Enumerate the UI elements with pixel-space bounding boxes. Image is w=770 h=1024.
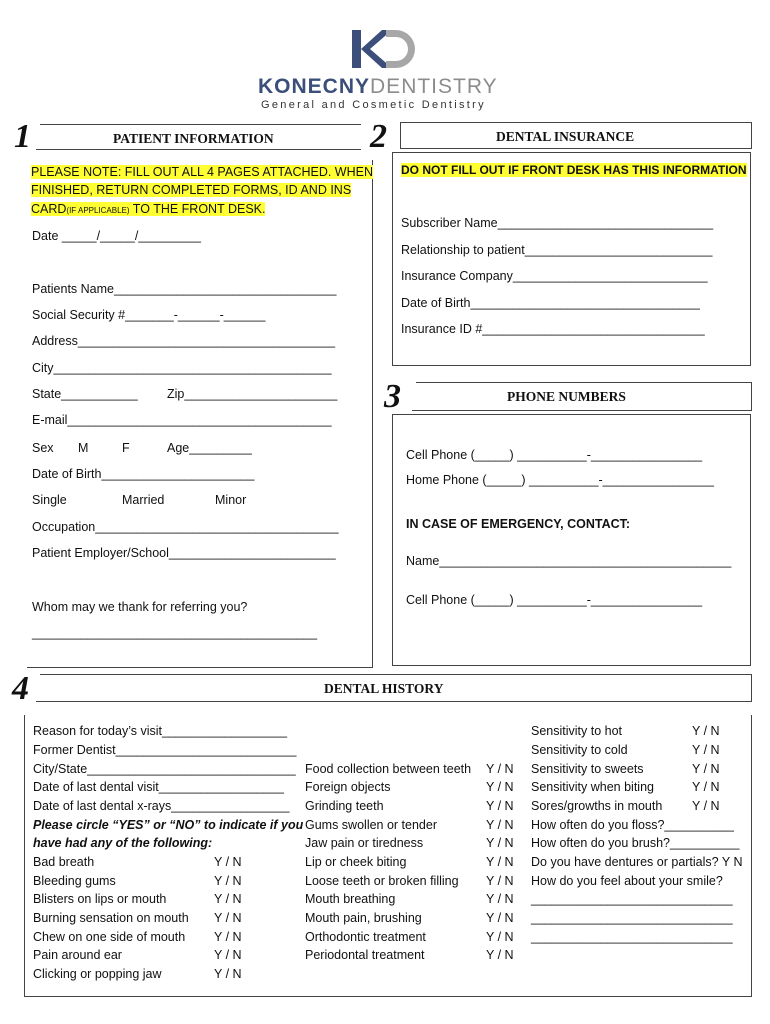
yes-no-choice[interactable]: Y / N (214, 967, 242, 981)
logo-tagline: General and Cosmetic Dentistry (261, 99, 486, 111)
emergency-cell-field[interactable]: Cell Phone (_____) __________-________________ (406, 593, 703, 607)
state-field[interactable]: State___________ (32, 387, 138, 401)
dob-field[interactable]: Date of Birth______________________ (32, 467, 255, 481)
list-item: Foreign objects (305, 780, 391, 794)
smile-answer-line-3[interactable]: _____________________________ (531, 930, 733, 944)
emergency-heading: IN CASE OF EMERGENCY, CONTACT: (406, 517, 631, 531)
section-1-title: PATIENT INFORMATION (113, 131, 274, 146)
note-line-3: CARD(IF APPLICABLE) TO THE FRONT DESK. (31, 202, 266, 216)
instruction-line-1: Please circle “YES” or “NO” to indicate if you (33, 818, 304, 832)
list-item: Periodontal treatment (305, 948, 425, 962)
list-item: Sensitivity to cold (531, 743, 628, 757)
yes-no-choice[interactable]: Y / N (486, 836, 514, 850)
cell-phone-field[interactable]: Cell Phone (_____) __________-________________ (406, 448, 703, 462)
emergency-name-field[interactable]: Name__________________________________________ (406, 554, 732, 568)
home-phone-field[interactable]: Home Phone (_____) __________-________________ (406, 473, 714, 487)
list-item: Burning sensation on mouth (33, 911, 189, 925)
list-item: Sensitivity when biting (531, 780, 654, 794)
smile-question: How do you feel about your smile? (531, 874, 723, 888)
referral-field[interactable]: _________________________________________ (32, 626, 318, 640)
reason-field[interactable]: Reason for today’s visit__________________ (33, 724, 288, 738)
brush-field[interactable]: How often do you brush?__________ (531, 836, 740, 850)
yes-no-choice[interactable]: Y / N (214, 930, 242, 944)
sex-f-option[interactable]: F (122, 441, 130, 455)
list-item: Mouth pain, brushing (305, 911, 422, 925)
list-item: Blisters on lips or mouth (33, 892, 167, 906)
yes-no-choice[interactable]: Y / N (486, 818, 514, 832)
age-field[interactable]: Age_________ (167, 441, 252, 455)
yes-no-choice[interactable]: Y / N (692, 743, 720, 757)
section-3-title: PHONE NUMBERS (507, 389, 626, 404)
logo-brand: KONECNYDENTISTRY (258, 75, 498, 98)
yes-no-choice[interactable]: Y / N (692, 780, 720, 794)
floss-field[interactable]: How often do you floss?__________ (531, 818, 734, 832)
section-1-number: 1 (14, 118, 31, 155)
list-item: Gums swollen or tender (305, 818, 438, 832)
yes-no-choice[interactable]: Y / N (486, 762, 514, 776)
section-3-number: 3 (384, 378, 401, 415)
city-state-field[interactable]: City/State______________________________ (33, 762, 296, 776)
insured-dob-field[interactable]: Date of Birth_________________________________ (401, 296, 700, 310)
instruction-line-2: have had any of the following: (33, 836, 213, 850)
yes-no-choice[interactable]: Y / N (214, 855, 242, 869)
yes-no-choice[interactable]: Y / N (692, 799, 720, 813)
section-2-title: DENTAL INSURANCE (496, 129, 635, 144)
minor-option[interactable]: Minor (215, 493, 247, 507)
yes-no-choice[interactable]: Y / N (486, 948, 514, 962)
yes-no-choice[interactable]: Y / N (486, 855, 514, 869)
last-xray-field[interactable]: Date of last dental x-rays_________________ (33, 799, 290, 813)
yes-no-choice[interactable]: Y / N (692, 762, 720, 776)
list-item: Pain around ear (33, 948, 122, 962)
referral-label: Whom may we thank for referring you? (32, 600, 248, 614)
smile-answer-line-2[interactable]: _____________________________ (531, 911, 733, 925)
yes-no-choice[interactable]: Y / N (692, 724, 720, 738)
married-option[interactable]: Married (122, 493, 165, 507)
list-item: Sensitivity to sweets (531, 762, 644, 776)
logo (258, 26, 518, 111)
yes-no-choice[interactable]: Y / N (214, 948, 242, 962)
list-item: Bleeding gums (33, 874, 116, 888)
kd-monogram (346, 26, 426, 72)
section-4-number: 4 (12, 670, 29, 707)
yes-no-choice[interactable]: Y / N (214, 874, 242, 888)
list-item: Jaw pain or tiredness (305, 836, 424, 850)
single-option[interactable]: Single (32, 493, 67, 507)
insurance-company-field[interactable]: Insurance Company____________________________ (401, 269, 708, 283)
yes-no-choice[interactable]: Y / N (486, 780, 514, 794)
yes-no-choice[interactable]: Y / N (486, 799, 514, 813)
note-line-2: FINISHED, RETURN COMPLETED FORMS, ID AND INS (31, 183, 352, 197)
patient-name-field[interactable]: Patients Name________________________________ (32, 282, 337, 296)
city-field[interactable]: City________________________________________ (32, 361, 332, 375)
dentures-question[interactable]: Do you have dentures or partials? Y N (531, 855, 743, 869)
address-field[interactable]: Address_____________________________________ (32, 334, 336, 348)
relationship-field[interactable]: Relationship to patient___________________________ (401, 243, 713, 257)
ssn-field[interactable]: Social Security #_______-______-______ (32, 308, 266, 322)
yes-no-choice[interactable]: Y / N (486, 874, 514, 888)
list-item: Chew on one side of mouth (33, 930, 186, 944)
last-visit-field[interactable]: Date of last dental visit__________________ (33, 780, 284, 794)
date-field[interactable]: Date _____/_____/_________ (32, 229, 201, 243)
list-item: Grinding teeth (305, 799, 384, 813)
zip-field[interactable]: Zip______________________ (167, 387, 338, 401)
list-item: Bad breath (33, 855, 95, 869)
former-dentist-field[interactable]: Former Dentist__________________________ (33, 743, 297, 757)
yes-no-choice[interactable]: Y / N (214, 892, 242, 906)
list-item: Clicking or popping jaw (33, 967, 162, 981)
sex-m-option[interactable]: M (78, 441, 89, 455)
list-item: Orthodontic treatment (305, 930, 426, 944)
subscriber-name-field[interactable]: Subscriber Name_______________________________ (401, 216, 714, 230)
yes-no-choice[interactable]: Y / N (486, 911, 514, 925)
list-item: Loose teeth or broken filling (305, 874, 459, 888)
note-line-1: PLEASE NOTE: FILL OUT ALL 4 PAGES ATTACHED. WHEN (31, 165, 373, 179)
employer-field[interactable]: Patient Employer/School________________________ (32, 546, 336, 560)
list-item: Food collection between teeth (305, 762, 472, 776)
list-item: Sensitivity to hot (531, 724, 623, 738)
insurance-warning: DO NOT FILL OUT IF FRONT DESK HAS THIS INFORMATION (401, 163, 747, 177)
yes-no-choice[interactable]: Y / N (486, 892, 514, 906)
occupation-field[interactable]: Occupation___________________________________ (32, 520, 339, 534)
section-2-number: 2 (370, 118, 387, 155)
section-4-title: DENTAL HISTORY (324, 681, 444, 696)
list-item: Mouth breathing (305, 892, 396, 906)
list-item: Sores/growths in mouth (531, 799, 663, 813)
smile-answer-line-1[interactable]: _____________________________ (531, 892, 733, 906)
sex-label: Sex (32, 441, 54, 455)
insurance-id-field[interactable]: Insurance ID #________________________________ (401, 322, 705, 336)
yes-no-choice[interactable]: Y / N (214, 911, 242, 925)
email-field[interactable]: E-mail______________________________________ (32, 413, 332, 427)
list-item: Lip or cheek biting (305, 855, 407, 869)
yes-no-choice[interactable]: Y / N (486, 930, 514, 944)
